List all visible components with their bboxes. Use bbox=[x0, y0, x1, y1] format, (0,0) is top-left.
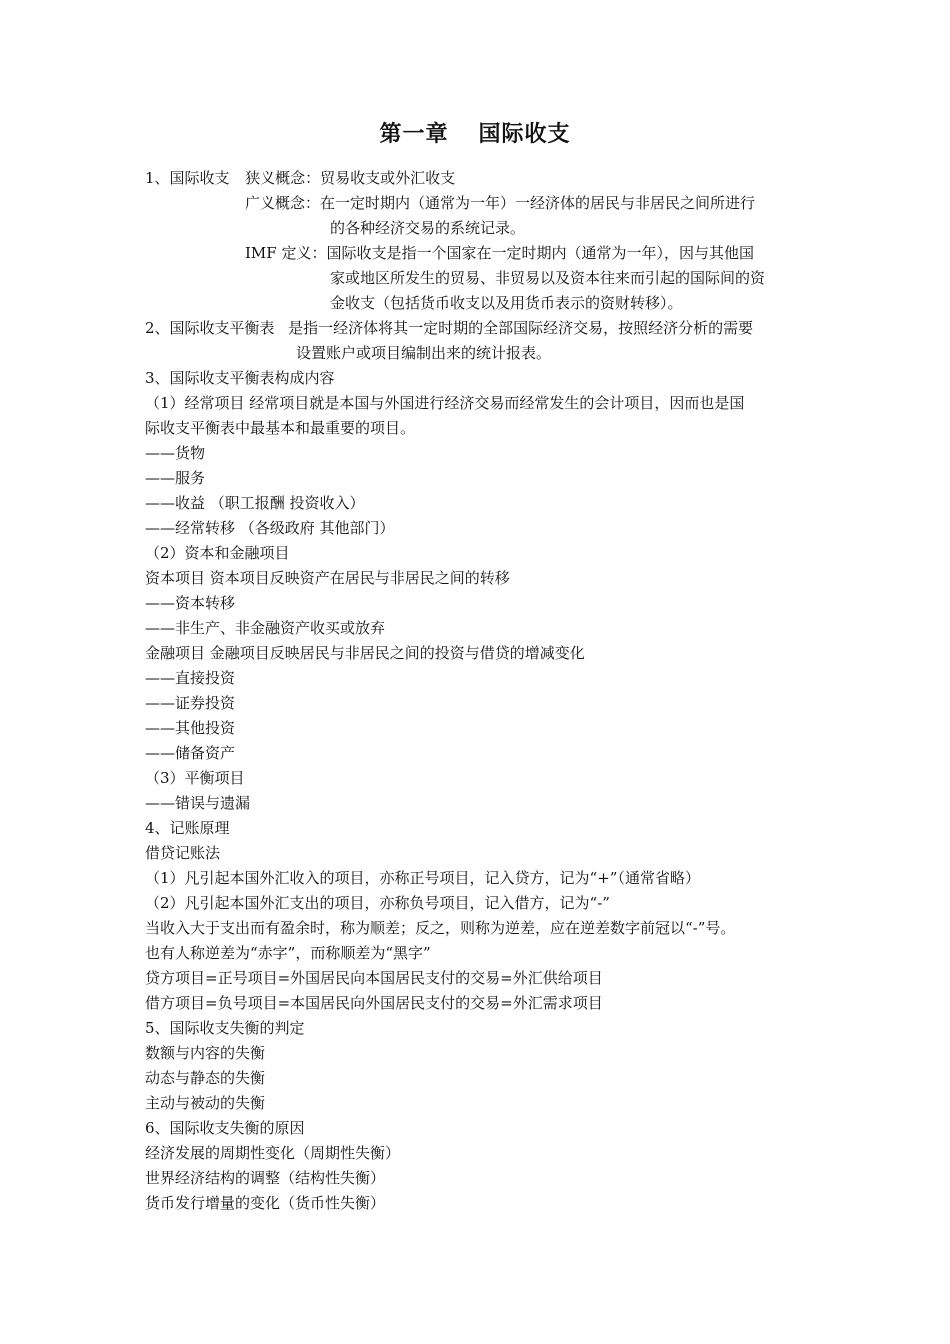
broad-concept-text-1: 在一定时期内（通常为一年）一经济体的居民与非居民之间所进行 bbox=[320, 194, 756, 212]
section-2-text-1: 是指一经济体将其一定时期的全部国际经济交易，按照经济分析的需要 bbox=[288, 319, 754, 337]
section-3-heading: 3、国际收支平衡表构成内容 bbox=[145, 369, 335, 387]
section-1-heading: 1、国际收支 bbox=[145, 169, 230, 187]
section-1-line bbox=[145, 166, 455, 191]
section-2-text-2: 设置账户或项目编制出来的统计报表。 bbox=[296, 344, 552, 362]
section-2-line bbox=[145, 316, 753, 341]
section-5-heading: 5、国际收支失衡的判定 bbox=[145, 1019, 305, 1037]
financial-account-text: 金融项目 金融项目反映居民与非居民之间的投资与借贷的增减变化 bbox=[145, 644, 585, 662]
red-black-text: 也有人称逆差为“赤字”，而称顺差为“黑字” bbox=[145, 944, 431, 962]
imbalance-cause-3: 货币发行增量的变化（货币性失衡） bbox=[145, 1194, 386, 1212]
narrow-concept-label: 狭义概念： bbox=[245, 169, 321, 187]
broad-concept-label: 广义概念： bbox=[245, 194, 321, 212]
section-2-heading: 2、国际收支平衡表 bbox=[145, 319, 275, 337]
broad-concept-text-2: 的各种经济交易的系统记录。 bbox=[330, 219, 526, 237]
debit-items-equation: 借方项目=负号项目=本国居民向外国居民支付的交易=外汇需求项目 bbox=[145, 994, 603, 1012]
imf-definition-text-2: 家或地区所发生的贸易、非贸易以及资本往来而引起的国际间的资 bbox=[330, 269, 766, 287]
list-item-capital-transfer: ——资本转移 bbox=[145, 594, 236, 612]
bookkeeping-method: 借贷记账法 bbox=[145, 844, 221, 862]
imbalance-type-1: 数额与内容的失衡 bbox=[145, 1044, 266, 1062]
section-4-heading: 4、记账原理 bbox=[145, 819, 230, 837]
capital-account-text: 资本项目 资本项目反映资产在居民与非居民之间的转移 bbox=[145, 569, 510, 587]
imbalance-cause-2: 世界经济结构的调整（结构性失衡） bbox=[145, 1169, 386, 1187]
imbalance-cause-1: 经济发展的周期性变化（周期性失衡） bbox=[145, 1144, 401, 1162]
debit-rule: （2）凡引起本国外汇支出的项目，亦称负号项目，记入借方，记为“-” bbox=[145, 894, 610, 912]
chapter-number: 第一章 bbox=[379, 121, 449, 147]
chapter-name: 国际收支 bbox=[478, 121, 571, 147]
chapter-title bbox=[0, 118, 950, 150]
imbalance-type-2: 动态与静态的失衡 bbox=[145, 1069, 266, 1087]
imf-definition-text-1: 国际收支是指一个国家在一定时期内（通常为一年），因与其他国 bbox=[326, 244, 754, 262]
imf-definition-line bbox=[245, 241, 754, 266]
balancing-item-heading: （3）平衡项目 bbox=[145, 769, 245, 787]
list-item-services: ——服务 bbox=[145, 469, 206, 487]
list-item-current-transfers: ——经常转移 （各级政府 其他部门） bbox=[145, 519, 395, 537]
list-item-nonproduced-assets: ——非生产、非金融资产收买或放弃 bbox=[145, 619, 386, 637]
list-item-direct-investment: ——直接投资 bbox=[145, 669, 236, 687]
list-item-reserve-assets: ——储备资产 bbox=[145, 744, 236, 762]
list-item-errors-omissions: ——错误与遗漏 bbox=[145, 794, 251, 812]
surplus-deficit-text: 当收入大于支出而有盈余时，称为顺差；反之，则称为逆差，应在逆差数字前冠以“-”号。 bbox=[145, 919, 736, 937]
imbalance-type-3: 主动与被动的失衡 bbox=[145, 1094, 266, 1112]
list-item-other-investment: ——其他投资 bbox=[145, 719, 236, 737]
current-account-text-1: （1）经常项目 经常项目就是本国与外国进行经济交易而经常发生的会计项目，因而也是国 bbox=[145, 394, 745, 412]
capital-financial-heading: （2）资本和金融项目 bbox=[145, 544, 290, 562]
imf-definition-text-3: 金收支（包括货币收支以及用货币表示的资财转移）。 bbox=[330, 294, 683, 312]
broad-concept-line bbox=[245, 191, 755, 216]
credit-rule: （1）凡引起本国外汇收入的项目，亦称正号项目，记入贷方，记为“+”（通常省略） bbox=[145, 869, 700, 887]
current-account-text-2: 际收支平衡表中最基本和最重要的项目。 bbox=[145, 419, 416, 437]
credit-items-equation: 贷方项目=正号项目=外国居民向本国居民支付的交易=外汇供给项目 bbox=[145, 969, 603, 987]
narrow-concept-text: 贸易收支或外汇收支 bbox=[320, 169, 456, 187]
section-6-heading: 6、国际收支失衡的原因 bbox=[145, 1119, 305, 1137]
list-item-portfolio-investment: ——证券投资 bbox=[145, 694, 236, 712]
list-item-income: ——收益 （职工报酬 投资收入） bbox=[145, 494, 365, 512]
list-item-goods: ——货物 bbox=[145, 444, 206, 462]
imf-definition-label: IMF 定义： bbox=[245, 244, 327, 262]
